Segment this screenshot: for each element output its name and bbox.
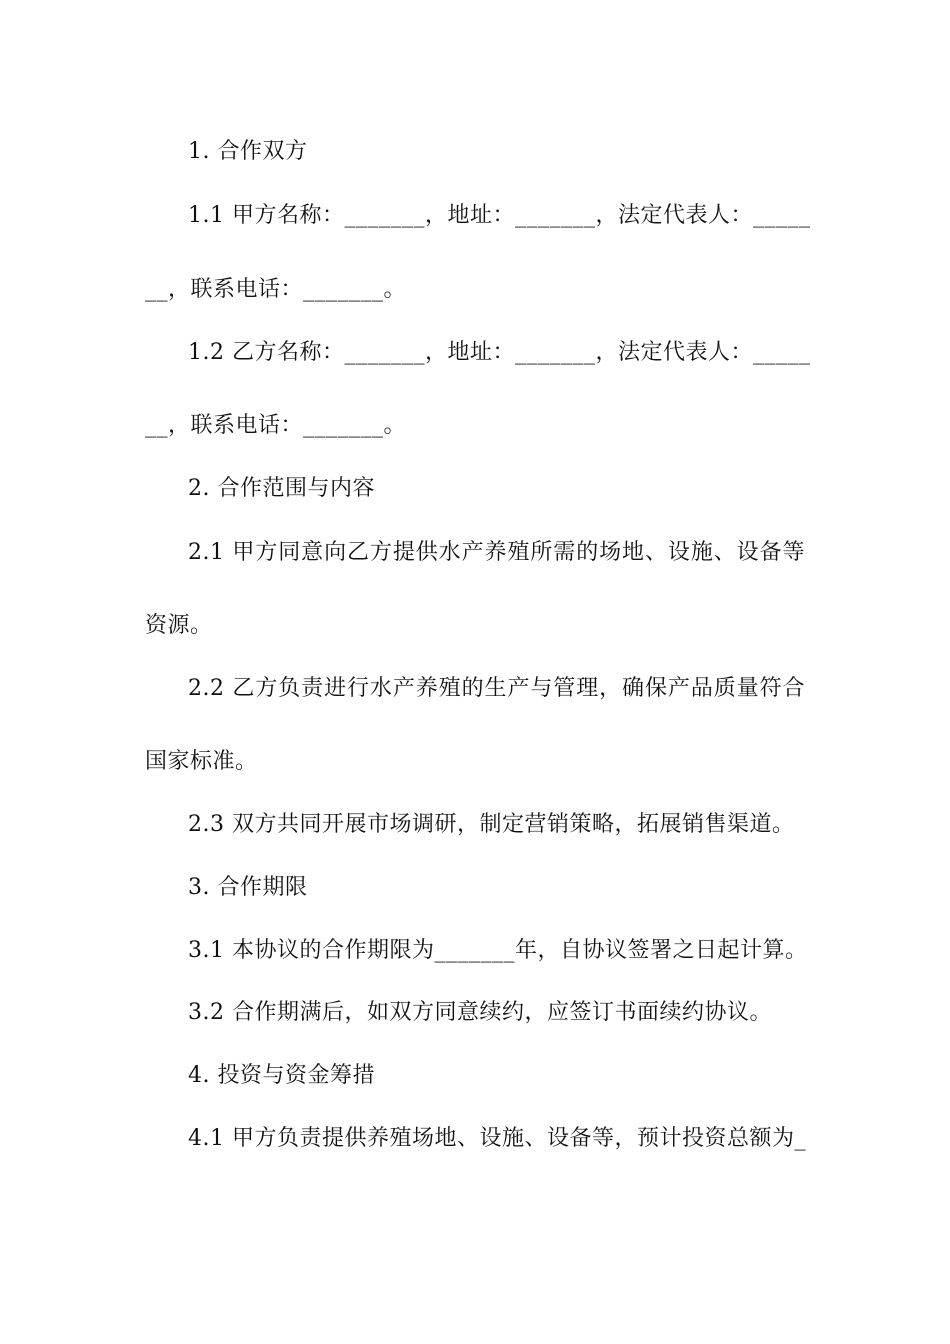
section-heading-4: 4. 投资与资金筹措 xyxy=(188,1063,375,1088)
clause-2-1-line-2: 资源。 xyxy=(145,613,213,638)
clause-2-1-line-1: 2.1 甲方同意向乙方提供水产养殖所需的场地、设施、设备等 xyxy=(188,540,805,565)
section-heading-2: 2. 合作范围与内容 xyxy=(188,476,375,501)
clause-2-2-line-1: 2.2 乙方负责进行水产养殖的生产与管理，确保产品质量符合 xyxy=(188,676,805,701)
clause-1-2-line-1: 1.2 乙方名称：_______，地址：_______，法定代表人：_____ xyxy=(188,340,811,365)
clause-1-1-line-1: 1.1 甲方名称：_______，地址：_______，法定代表人：_____ xyxy=(188,203,811,228)
clause-3-2: 3.2 合作期满后，如双方同意续约，应签订书面续约协议。 xyxy=(188,1000,772,1025)
clause-3-1: 3.1 本协议的合作期限为_______年，自协议签署之日起计算。 xyxy=(188,938,808,963)
clause-4-1-line-1: 4.1 甲方负责提供养殖场地、设施、设备等，预计投资总额为_ xyxy=(188,1126,806,1151)
clause-2-3: 2.3 双方共同开展市场调研，制定营销策略，拓展销售渠道。 xyxy=(188,812,795,837)
section-heading-3: 3. 合作期限 xyxy=(188,875,308,900)
clause-2-2-line-2: 国家标准。 xyxy=(145,749,258,774)
clause-1-2-line-2: __，联系电话：_______。 xyxy=(145,413,407,438)
clause-1-1-line-2: __，联系电话：_______。 xyxy=(145,277,407,302)
section-heading-1: 1. 合作双方 xyxy=(188,139,308,164)
